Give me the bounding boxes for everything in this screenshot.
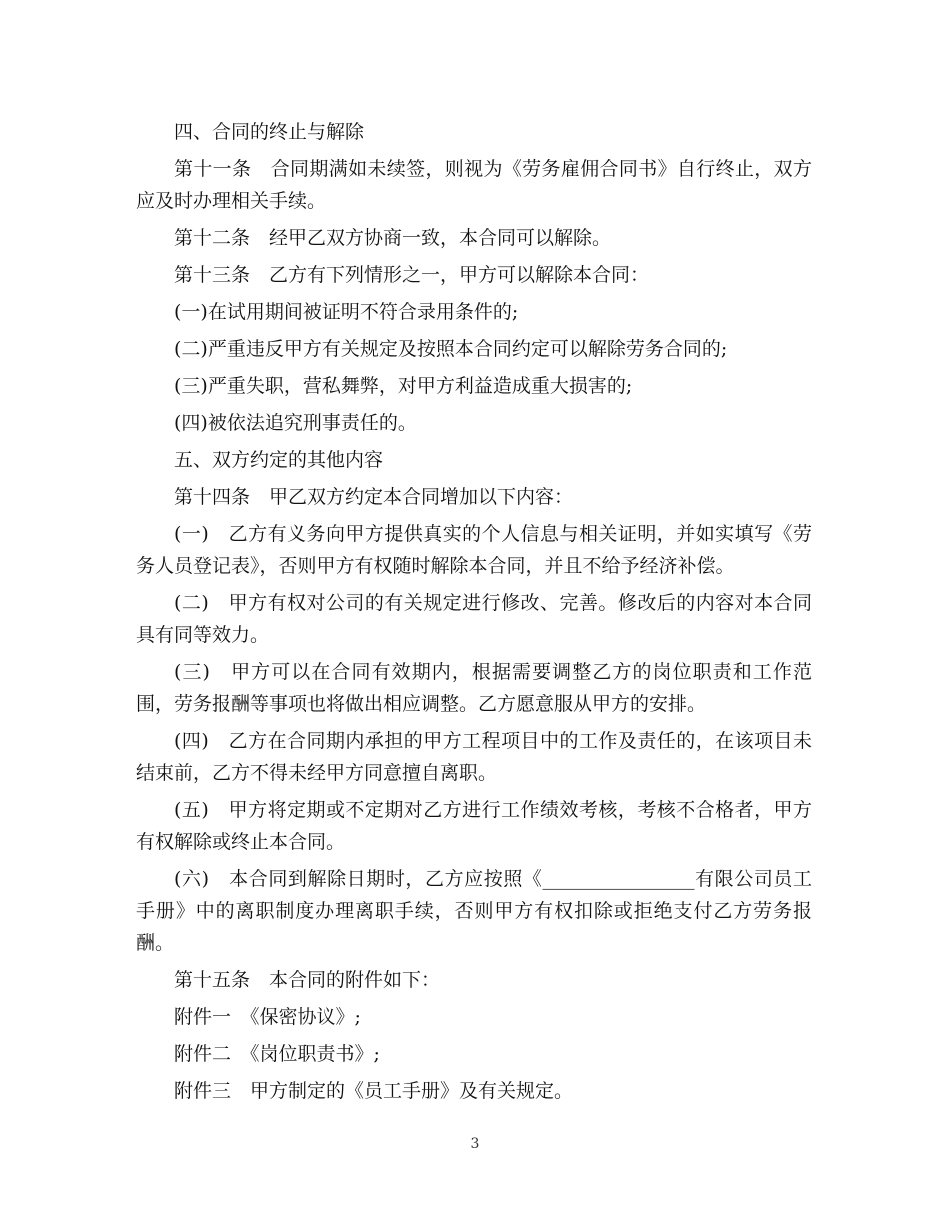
article-13-item-3: (三)严重失职，营私舞弊，对甲方利益造成重大损害的;	[174, 375, 633, 397]
article-13: 第十三条 乙方有下列情形之一，甲方可以解除本合同：	[174, 264, 650, 286]
section-heading-termination: 四、合同的终止与解除	[174, 121, 365, 143]
attachment-2: 附件二 《岗位职责书》;	[174, 1043, 380, 1065]
article-14-item-4: (四) 乙方在合同期内承担的甲方工程项目中的工作及责任的，在该项目未结束前，乙方不得未经甲方同意擅自离职。	[136, 730, 812, 784]
article-13-item-1: (一)在试用期间被证明不符合录用条件的;	[174, 301, 519, 323]
article-15: 第十五条 本合同的附件如下：	[174, 969, 441, 991]
section-heading-other: 五、双方约定的其他内容	[174, 449, 384, 471]
article-11: 第十一条 合同期满如未续签，则视为《劳务雇佣合同书》自行终止，双方应及时办理相关手续。	[136, 158, 812, 212]
page-number: 3	[470, 1136, 480, 1152]
article-12: 第十二条 经甲乙双方协商一致，本合同可以解除。	[174, 227, 612, 249]
article-13-item-2: (二)严重违反甲方有关规定及按照本合同约定可以解除劳务合同的;	[174, 338, 728, 360]
article-14-item-6: (六) 本合同到解除日期时，乙方应按照《________________有限公司员工手册》中的离职制度办理离职手续，否则甲方有权扣除或拒绝支付乙方劳务报酬。	[136, 868, 812, 954]
attachment-1: 附件一 《保密协议》;	[174, 1006, 361, 1028]
article-13-item-4: (四)被依法追究刑事责任的。	[174, 412, 417, 434]
article-14-item-1: (一) 乙方有义务向甲方提供真实的个人信息与相关证明，并如实填写《劳务人员登记表》，否则甲方有权随时解除本合同，并且不给予经济补偿。	[136, 523, 812, 577]
article-14: 第十四条 甲乙双方约定本合同增加以下内容：	[174, 486, 574, 508]
article-14-item-2: (二) 甲方有权对公司的有关规定进行修改、完善。修改后的内容对本合同具有同等效力。	[136, 592, 812, 646]
document-body	[136, 116, 812, 1112]
article-14-item-5: (五) 甲方将定期或不定期对乙方进行工作绩效考核，考核不合格者，甲方有权解除或终止本合同。	[136, 799, 812, 853]
article-14-item-3: (三) 甲方可以在合同有效期内，根据需要调整乙方的岗位职责和工作范围，劳务报酬等事项也将做出相应调整。乙方愿意服从甲方的安排。	[136, 661, 812, 715]
attachment-3: 附件三 甲方制定的《员工手册》及有关规定。	[174, 1080, 574, 1102]
